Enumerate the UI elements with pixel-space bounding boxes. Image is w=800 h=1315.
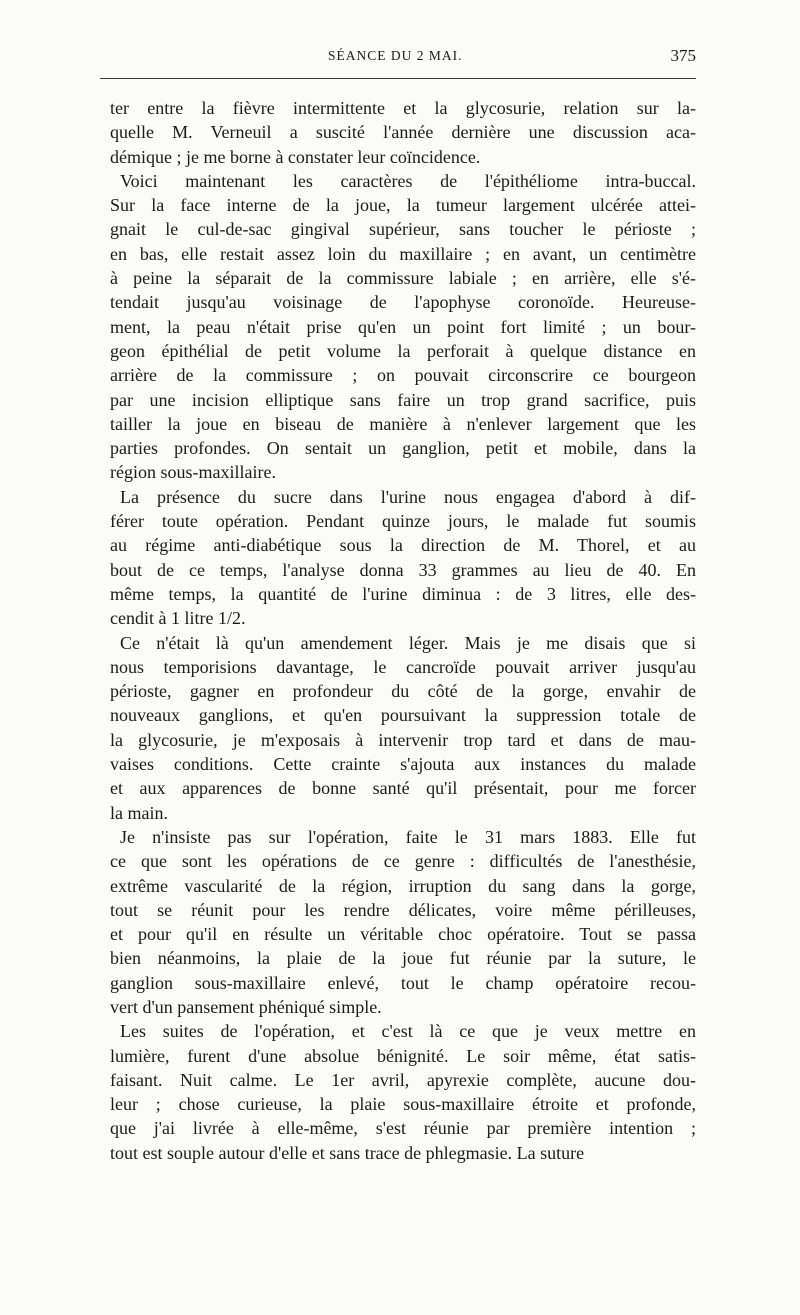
paragraph — [110, 1019, 696, 1165]
text-line: nouveaux ganglions, et qu'en poursuivant la suppression totale de — [110, 705, 696, 726]
text-line: tout est souple autour d'elle et sans trace de phlegmasie. La suture — [110, 1142, 585, 1163]
text-line: cendit à 1 litre 1/2. — [110, 608, 246, 629]
text-line: férer toute opération. Pendant quinze jours, le malade fut soumis — [110, 511, 696, 532]
text-line: La présence du sucre dans l'urine nous engagea d'abord à dif- — [120, 486, 696, 507]
paragraph — [110, 485, 696, 631]
text-line: ganglion sous-maxillaire enlevé, tout le champ opératoire recou- — [110, 972, 696, 993]
body-text — [110, 96, 696, 1165]
text-line: à peine la séparait de la commissure labiale ; en arrière, elle s'é- — [110, 268, 696, 289]
text-line: extrême vascularité de la région, irruption du sang dans la gorge, — [110, 875, 696, 896]
paragraph — [110, 631, 696, 825]
text-line: et pour qu'il en résulte un véritable choc opératoire. Tout se passa — [110, 924, 696, 945]
text-line: tendait jusqu'au voisinage de l'apophyse coronoïde. Heureuse- — [110, 292, 696, 313]
header-rule — [100, 78, 696, 79]
text-line: nous temporisions davantage, le cancroïde pouvait arriver jusqu'au — [110, 656, 696, 677]
text-line: la glycosurie, je m'exposais à intervenir trop tard et dans de mau- — [110, 729, 696, 750]
text-line: bien néanmoins, la plaie de la joue fut réunie par la suture, le — [110, 948, 696, 969]
text-line: faisant. Nuit calme. Le 1er avril, apyrexie complète, aucune dou- — [110, 1069, 696, 1090]
text-line: région sous-maxillaire. — [110, 462, 276, 483]
text-line: tailler la joue en biseau de manière à n'enlever largement que les — [110, 413, 696, 434]
header-title: SÉANCE DU 2 MAI. — [328, 48, 463, 63]
paragraph — [110, 96, 696, 169]
text-line: au régime anti-diabétique sous la direction de M. Thorel, et au — [110, 535, 696, 556]
text-line: la main. — [110, 802, 168, 823]
text-line: et aux apparences de bonne santé qu'il présentait, pour me forcer — [110, 778, 696, 799]
text-line: vaises conditions. Cette crainte s'ajouta aux instances du malade — [110, 754, 696, 775]
page-number: 375 — [670, 46, 696, 65]
text-line: démique ; je me borne à constater leur coïncidence. — [110, 146, 481, 167]
text-line: Ce n'était là qu'un amendement léger. Mais je me disais que si — [120, 632, 696, 653]
text-line: périoste, gagner en profondeur du côté de la gorge, envahir de — [110, 681, 696, 702]
text-line: leur ; chose curieuse, la plaie sous-maxillaire étroite et profonde, — [110, 1094, 696, 1115]
text-line: bout de ce temps, l'analyse donna 33 grammes au lieu de 40. En — [110, 559, 696, 580]
text-line: en bas, elle restait assez loin du maxillaire ; en avant, un centimètre — [110, 243, 696, 264]
paragraph — [110, 169, 696, 485]
text-line: ce que sont les opérations de ce genre : difficultés de l'anesthésie, — [110, 851, 696, 872]
paragraph — [110, 825, 696, 1019]
text-line: lumière, furent d'une absolue bénignité. Le soir même, état satis- — [110, 1045, 696, 1066]
text-line: par une incision elliptique sans faire un trop grand sacrifice, puis — [110, 389, 696, 410]
text-line: Sur la face interne de la joue, la tumeur largement ulcérée attei- — [110, 195, 696, 216]
text-line: ter entre la fièvre intermittente et la glycosurie, relation sur la- — [110, 98, 696, 118]
text-line: Les suites de l'opération, et c'est là ce que je veux mettre en — [120, 1021, 696, 1042]
text-line: même temps, la quantité de l'urine diminua : de 3 litres, elle des- — [110, 583, 696, 604]
text-line: tout se réunit pour les rendre délicates, voire même périlleuses, — [110, 899, 696, 920]
text-line: geon épithélial de petit volume la perforait à quelque distance en — [110, 340, 696, 361]
text-line: quelle M. Verneuil a suscité l'année dernière une discussion aca- — [110, 122, 696, 143]
text-line: Je n'insiste pas sur l'opération, faite le 31 mars 1883. Elle fut — [120, 826, 696, 847]
text-line: parties profondes. On sentait un ganglion, petit et mobile, dans la — [110, 438, 696, 459]
text-line: gnait le cul-de-sac gingival supérieur, sans toucher le périoste ; — [110, 219, 696, 240]
text-line: vert d'un pansement phéniqué simple. — [110, 996, 382, 1017]
text-line: arrière de la commissure ; on pouvait circonscrire ce bourgeon — [110, 365, 696, 386]
running-header — [100, 42, 696, 76]
text-line: que j'ai livrée à elle-même, s'est réunie par première intention ; — [110, 1118, 696, 1139]
text-line: Voici maintenant les caractères de l'épithéliome intra-buccal. — [120, 170, 696, 191]
text-line: ment, la peau n'était prise qu'en un point fort limité ; un bour- — [110, 316, 696, 337]
